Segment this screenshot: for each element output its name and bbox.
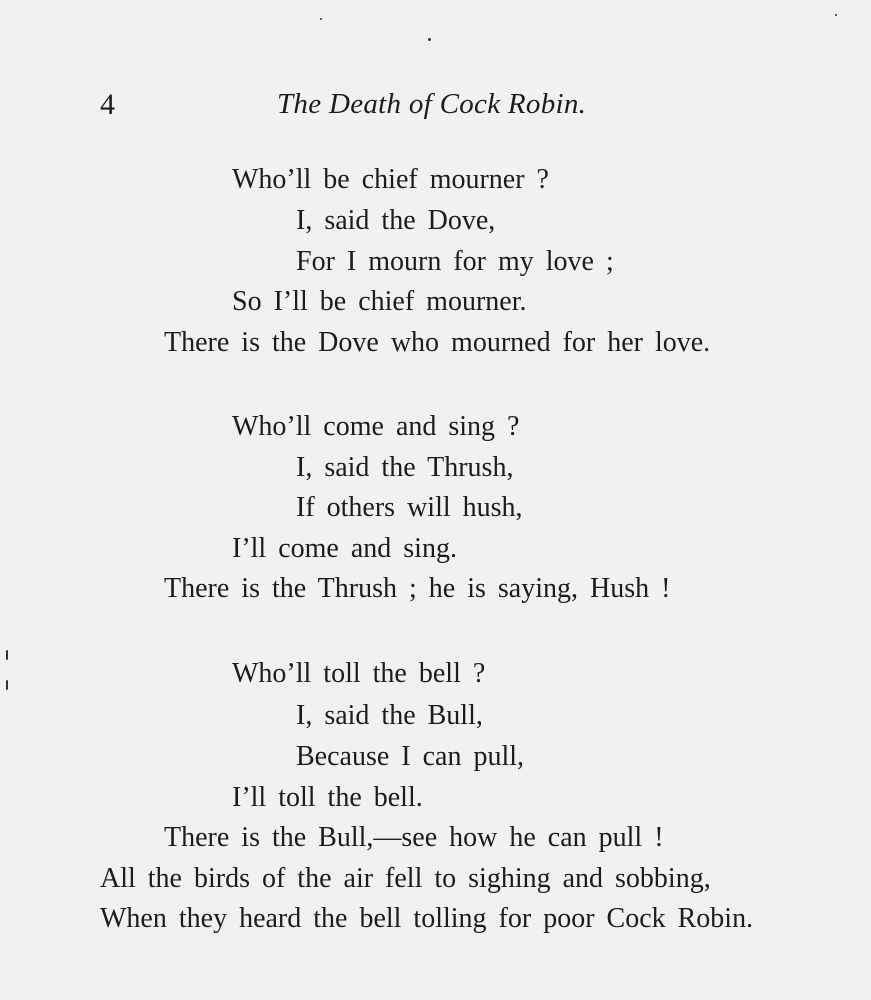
print-speck	[6, 650, 8, 660]
stanza-1-line-2: I, said the Dove,	[296, 205, 496, 236]
stanza-3-line-6: All the birds of the air fell to sighing and sobbing,	[100, 863, 711, 894]
stanza-1-line-4: So I’ll be chief mourner.	[232, 286, 527, 317]
stanza-3-line-1: Who’ll toll the bell ?	[232, 658, 486, 689]
print-speck	[428, 38, 431, 41]
stanza-1-line-1: Who’ll be chief mourner ?	[232, 164, 549, 195]
stanza-2-line-4: I’ll come and sing.	[232, 533, 457, 564]
stanza-2-line-5: There is the Thrush ; he is saying, Hush !	[164, 573, 671, 604]
stanza-1-line-5: There is the Dove who mourned for her love.	[164, 327, 711, 358]
print-speck	[835, 14, 837, 16]
stanza-3-line-4: I’ll toll the bell.	[232, 782, 423, 813]
stanza-3-line-7: When they heard the bell tolling for poor Cock Robin.	[100, 903, 754, 934]
stanza-1-line-3: For I mourn for my love ;	[296, 246, 614, 277]
stanza-3-line-2: I, said the Bull,	[296, 700, 483, 731]
stanza-3-line-5: There is the Bull,—see how he can pull !	[164, 822, 664, 853]
stanza-2-line-2: I, said the Thrush,	[296, 452, 514, 483]
stanza-2-line-3: If others will hush,	[296, 492, 523, 523]
print-speck	[320, 18, 322, 20]
stanza-2-line-1: Who’ll come and sing ?	[232, 411, 520, 442]
print-speck	[6, 680, 8, 690]
running-title: The Death of Cock Robin.	[277, 88, 587, 120]
page-number: 4	[100, 88, 115, 121]
stanza-3-line-3: Because I can pull,	[296, 741, 525, 772]
